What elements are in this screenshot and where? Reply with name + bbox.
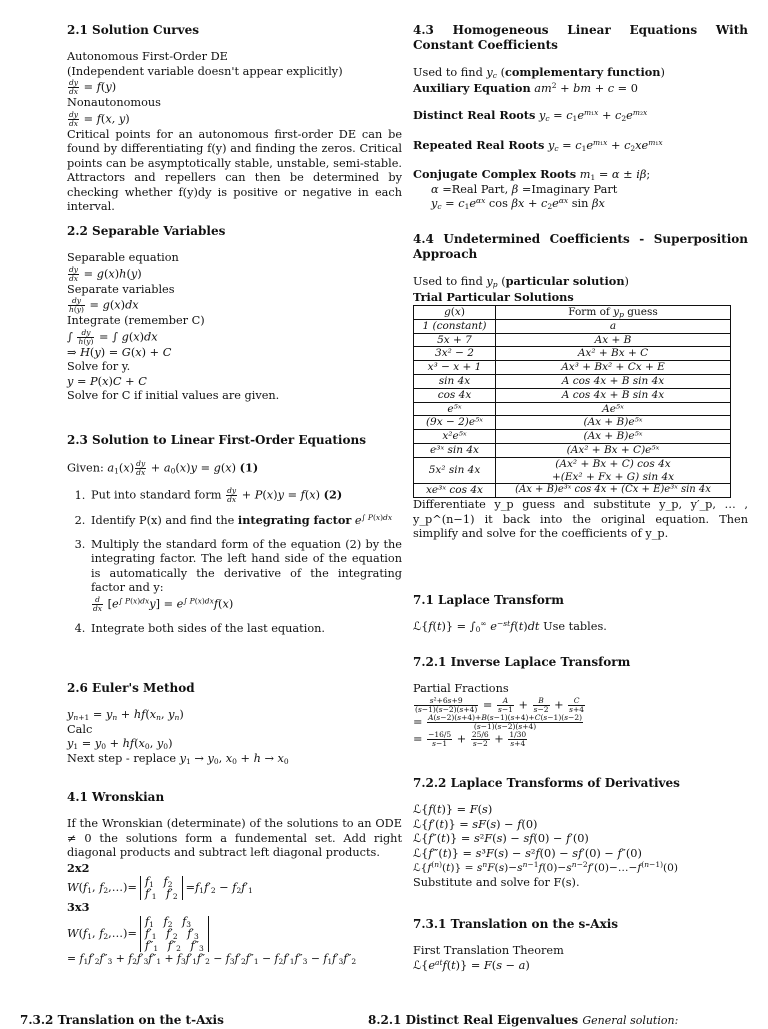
section-7-3-1 [413,917,748,973]
equation: $\frac{dy}{h(y)}$ = g(x)dx [69,296,139,314]
equation: $ℒ\{e^{at}f(t)\} = F(s - a)$ [413,957,530,972]
text-line: Calc [67,722,93,736]
table-cell: 1 (constant) [414,319,496,333]
table-row [414,374,731,388]
table-cell: (Ax + B)e⁵ˣ [496,416,731,430]
equation: ℒ{f(t)} = F(s) [413,803,493,816]
table-cell: 5x + 7 [414,333,496,347]
section-title: 7.2.1 Inverse Laplace Transform [413,655,631,669]
text-line: Nonautonomous [67,96,161,109]
paragraph: Critical points for an autonomous first-order DE can be found by differentiating f(y) and finding the zeros. Critical points can be asymptotically stable, unstable, semi-stable. Attractors and repellers can then be determined by checking whether f(y)dy is positive or negative in each interval. [67,127,402,213]
equation: Auxiliary Equation $am^2$ + bm + c = 0 [413,80,638,95]
equation: Given: $a_1(x)$ $\frac{dy}{dx}$ + $a_0(x)y = g(x)$ (1) [67,459,259,477]
table-cell: e³ˣ sin 4x [414,443,496,457]
equation: $W(f_1$, $f_2,\dots)=$ $f_1$ $f_2$ $f'_1$ $f'_2$ $=f_1f'_2 - f_2f'_1$ [67,875,253,901]
equation: Next step - replace $y_1 \to y_0$, $x_0 + h \to x_0$ [67,751,289,766]
section-7-2-2 [413,776,748,890]
table-header: Form of $y_p$ guess [496,306,731,320]
section-4-3 [413,23,748,212]
equation: Distinct Real Roots $y_c = c_1e^{m_1x} + c_2e^{m_2x}$ [413,108,648,123]
text-line: Solve for y. [67,360,131,373]
trial-solutions-table [413,305,731,498]
equation: ℒ{f″(t)} = s²F(s) − sf(0) − f′(0) [413,832,589,845]
section-7-2-1 [413,655,748,748]
equation: = $\frac{A(s-2)(s+4)+B(s-1)(s+4)+C(s-1)(s-2)}{(s-1)(s-2)(s+4)}$ [413,712,583,731]
section-4-1 [67,790,402,966]
section-2-2 [67,224,402,404]
table-body [414,319,731,457]
subheading: 2x2 [67,860,90,875]
table-cell: sin 4x [414,374,496,388]
section-title: 4.1 Wronskian [67,790,165,804]
equation: ⇒ H(y) = G(x) + C [67,345,172,359]
text-line: Partial Fractions [413,682,509,695]
equation: $\frac{dy}{dx}$ = f(x, y) [69,109,130,128]
paragraph: If the Wronskian (determinate) of the solutions to an ODE ≠ 0 the solutions form a fundemental set. Add right diagonal products and subtract left diagonal products. [67,817,402,859]
text-line: Used to find $y_p$ (particular solution) [413,274,629,289]
paragraph: Differentiate y_p guess and substitute y_p, y′_p, … , y_p^(n−1) it back into the original equation. Then simplify and solve for the coefficients of y_p. [413,498,748,541]
equation: ℒ{f(t)} = $\int_0^\infty$ $e^{-st}f(t)dt$ Use tables. [413,619,607,634]
table-row [414,361,731,375]
table-cell: (Ax + B)e⁵ˣ [496,430,731,444]
section-title: 4.3 Homogeneous Linear Equations With Constant Coefficients [413,23,748,52]
section-4-4 [413,232,748,542]
text-line: Used to find $y_c$ (complementary function) [413,65,665,80]
bottom-heading-right: 8.2.1 Distinct Real Eigenvalues General solution: [368,1013,679,1027]
text-line: Solve for C if initial values are given. [67,389,280,402]
equation: ℒ{f′(t)} = sF(s) − f(0) [413,817,538,831]
section-title: 4.4 Undetermined Coefficients - Superposition Approach [413,232,748,261]
list-item: 2. Identify P(x) and find the integrating factor $e^{\int P(x)dx}$ [89,513,402,529]
section-title: 2.6 Euler's Method [67,681,195,695]
section-title: 2.1 Solution Curves [67,23,199,37]
section-title: 2.3 Solution to Linear First-Order Equations [67,433,366,447]
equation: ℒ{f‴(t)} = s³F(s) − s²f(0) − sf′(0) − f″(0) [413,846,642,860]
list-item: 4. Integrate both sides of the last equation. [89,622,402,637]
subheading: 3x3 [67,900,90,914]
given-label: Given: [67,461,104,475]
table-cell: 5x² sin 4x [414,457,496,484]
section-2-3 [67,433,402,645]
table-row [414,402,731,416]
equation: $\frac{dy}{dx}$ = g(x)h(y) [69,264,142,283]
table-row [414,416,731,430]
equation: $ℒ\{f^{(n)}(t)\}$ = $s^nF(s)-s^{n-1}f(0)-s^{n-2}f'(0)-\dots-f^{(n-1)}(0)$ [413,860,679,874]
table-cell: A cos 4x + B sin 4x [496,388,731,402]
section-title: 2.2 Separable Variables [67,224,226,238]
section-2-1 [67,23,402,215]
table-row [414,457,731,484]
text-line: First Translation Theorem [413,944,564,957]
table-row [414,484,731,498]
table-header-row [414,306,731,320]
table-header: g(x) [414,306,496,320]
table-cell: (Ax² + Bx + C) cos 4x +(Ex² + Fx + G) sin 4x [496,457,731,484]
equation: Repeated Real Roots $y_c = c_1e^{m_1x} + c_2xe^{m_1x}$ [413,137,663,153]
equation: $W(f_1$, $f_2,\dots)=$ $f_1$ $f_2$ $f_3$ $f'_1$ $f'_2$ $f'_3$ $f''_1$ $f''_2$ $f''_3$ [67,916,402,952]
table-row [414,347,731,361]
table-caption: Trial Particular Solutions [413,289,574,304]
table-cell: x²e⁵ˣ [414,430,496,444]
text-line: (Independent variable doesn't appear explicitly) [67,64,343,78]
table-row [414,388,731,402]
section-2-6 [67,681,402,766]
text-line: Integrate (remember C) [67,314,205,327]
equation: $y_{n+1} = y_n + hf(x_n$, $y_n$) [67,708,184,722]
table-cell: Ax² + Bx + C [496,347,731,361]
table-cell: Ax + B [496,333,731,347]
table-cell: a [496,319,731,333]
text-line: Autonomous First-Order DE [67,50,228,63]
table-cell: xe³ˣ cos 4x [414,484,496,498]
equation: Conjugate Complex Roots $m_1 = \alpha \pm i\beta$; [413,167,651,182]
table-cell: (Ax² + Bx + C)e⁵ˣ [496,443,731,457]
table-row [414,333,731,347]
equation: = $\frac{-16/5}{s-1}$ + $\frac{25/6}{s-2}$ + $\frac{1/30}{s+4}$ [413,729,527,748]
steps-list [67,487,402,636]
text-line: Separate variables [67,282,175,296]
section-title: 7.3.1 Translation on the s-Axis [413,917,619,931]
table-row [414,430,731,444]
section-title: 7.1 Laplace Transform [413,593,564,607]
text-line: α =Real Part, β =Imaginary Part [431,182,618,196]
equation: y = P(x)C + C [67,374,147,388]
equation: $\frac{dy}{dx}$ = f(y) [69,78,117,96]
list-item: 1. Put into standard form $\frac{dy}{dx}$ + P(x)y = f(x) (2) [89,487,402,504]
table-cell: (Ax + B)e³ˣ cos 4x + (Cx + E)e³ˣ sin 4x [496,484,731,498]
table-cell: (9x − 2)e⁵ˣ [414,416,496,430]
table-cell: 3x² − 2 [414,347,496,361]
section-7-1 [413,593,748,635]
table-row [414,443,731,457]
table-cell: Ae⁵ˣ [496,402,731,416]
equation: $y_c = c_1e^{\alpha x}$ $\cos \beta x + c_2e^{\alpha x}$ sin βx [431,196,605,211]
bottom-heading-left: 7.3.2 Translation on the t-Axis [20,1013,224,1027]
section-title: 7.2.2 Laplace Transforms of Derivatives [413,776,680,790]
equation: = $f_1f'_2f''_3 + f_2f'_3f''_1 + f_3f'_1f''_2 - f_3f'_2f''_1 - f_2f'_1f''_3 - f_1f'_3f''_2$ [67,951,357,966]
equation: $y_1 = y_0 + hf(x_0$, $y_0$) [67,737,173,751]
text-line: Substitute and solve for F(s). [413,875,580,889]
list-item: 3. Multiply the standard form of the equation (2) by the integrating factor. The left hand side of the equation is automatically the derivative of the integrating factor and y: $\frac{d}{dx}$ $[e^{\int P(x)dx}y] = e^{\int P(x)dx}f(x)$ [89,538,402,613]
table-cell: x³ − x + 1 [414,361,496,375]
table-cell: Ax³ + Bx² + Cx + E [496,361,731,375]
table-cell: cos 4x [414,388,496,402]
equation: $\frac{\text{s²+6s+9}}{(s-1)(s-2)(s+4)}$ = $\frac{A}{s-1}$ + $\frac{B}{s-2}$ + $\frac{C}{s+4}$ [415,695,585,714]
table-row [414,319,731,333]
table-cell: A cos 4x + B sin 4x [496,374,731,388]
table-cell: e⁵ˣ [414,402,496,416]
text-line: Separable equation [67,251,179,264]
equation: ∫ $\frac{dy}{h(y)}$ = ∫ g(x)dx [67,327,158,346]
